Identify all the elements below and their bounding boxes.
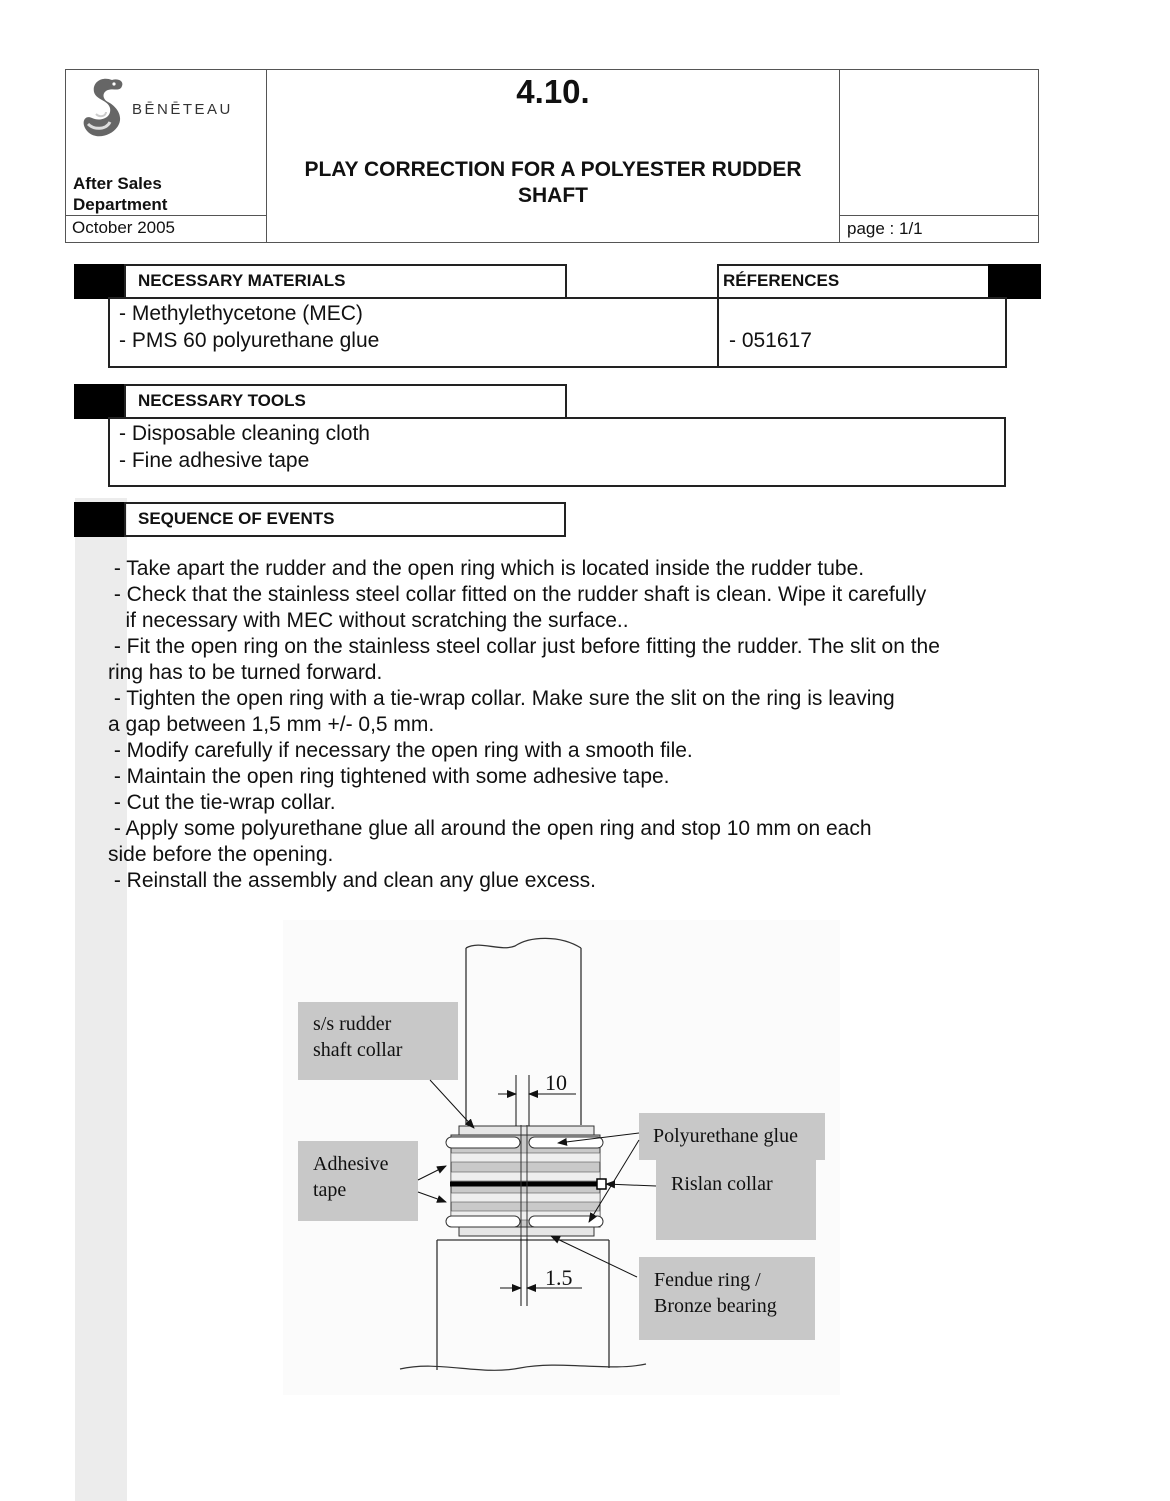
step-line: - Check that the stainless steel collar fitted on the rudder shaft is clean. Wipe it carefully (108, 583, 927, 606)
references-item: - 051617 (729, 329, 812, 352)
collar-label-line-2: shaft collar (313, 1039, 403, 1061)
dimension-label-1-5: 1.5 (545, 1265, 573, 1290)
tools-item: - Disposable cleaning cloth (119, 422, 370, 445)
rudder-tube (400, 1240, 646, 1370)
glue-label: Polyurethane glue (653, 1125, 798, 1147)
step-line: - Modify carefully if necessary the open ring with a smooth file. (108, 739, 693, 762)
title-line-1: PLAY CORRECTION FOR A POLYESTER RUDDER (304, 158, 802, 181)
materials-item: - Methylethycetone (MEC) (119, 302, 363, 325)
page-number: page : 1/1 (847, 219, 923, 238)
ring-label-line-2: Bronze bearing (654, 1295, 777, 1317)
step-line: a gap between 1,5 mm +/- 0,5 mm. (108, 713, 435, 736)
step-line: - Tighten the open ring with a tie-wrap collar. Make sure the slit on the ring is leaving (108, 687, 895, 710)
department-line-2: Department (73, 195, 168, 214)
tape-label-line-1: Adhesive (313, 1153, 389, 1175)
rislan-label: Rislan collar (671, 1173, 773, 1195)
materials-heading: NECESSARY MATERIALS (124, 264, 567, 299)
document-number: 4.10. (516, 73, 590, 110)
step-line: if necessary with MEC without scratching the surface.. (108, 609, 629, 632)
department-line-1: After Sales (73, 174, 162, 193)
tools-item: - Fine adhesive tape (119, 449, 310, 472)
brand-name: BĒNĒTEAU (132, 101, 233, 118)
step-line: - Take apart the rudder and the open ring which is located inside the rudder tube. (108, 557, 865, 580)
dimension-label-10: 10 (545, 1070, 567, 1095)
step-line: ring has to be turned forward. (108, 661, 383, 684)
tools-heading: NECESSARY TOOLS (124, 384, 567, 419)
materials-item: - PMS 60 polyurethane glue (119, 329, 380, 352)
step-line: - Apply some polyurethane glue all around the open ring and stop 10 mm on each (108, 817, 872, 840)
collar-assembly (446, 1125, 606, 1238)
step-line: - Maintain the open ring tightened with some adhesive tape. (108, 765, 670, 788)
references-heading: RÉFERENCES (717, 264, 990, 299)
rudder-shaft (466, 938, 581, 1125)
title-line-2: SHAFT (518, 184, 588, 207)
step-line: - Fit the open ring on the stainless steel collar just before fitting the rudder. The slit on the (108, 635, 940, 658)
step-line: - Cut the tie-wrap collar. (108, 791, 336, 814)
step-line: - Reinstall the assembly and clean any glue excess. (108, 869, 596, 892)
step-line: side before the opening. (108, 843, 334, 866)
document-date: October 2005 (72, 218, 176, 237)
collar-label-line-1: s/s rudder (313, 1013, 392, 1035)
tape-label-line-2: tape (313, 1179, 347, 1201)
sequence-heading: SEQUENCE OF EVENTS (124, 502, 566, 537)
ring-label-line-1: Fendue ring / (654, 1269, 761, 1291)
rislan-label-box (656, 1160, 816, 1240)
